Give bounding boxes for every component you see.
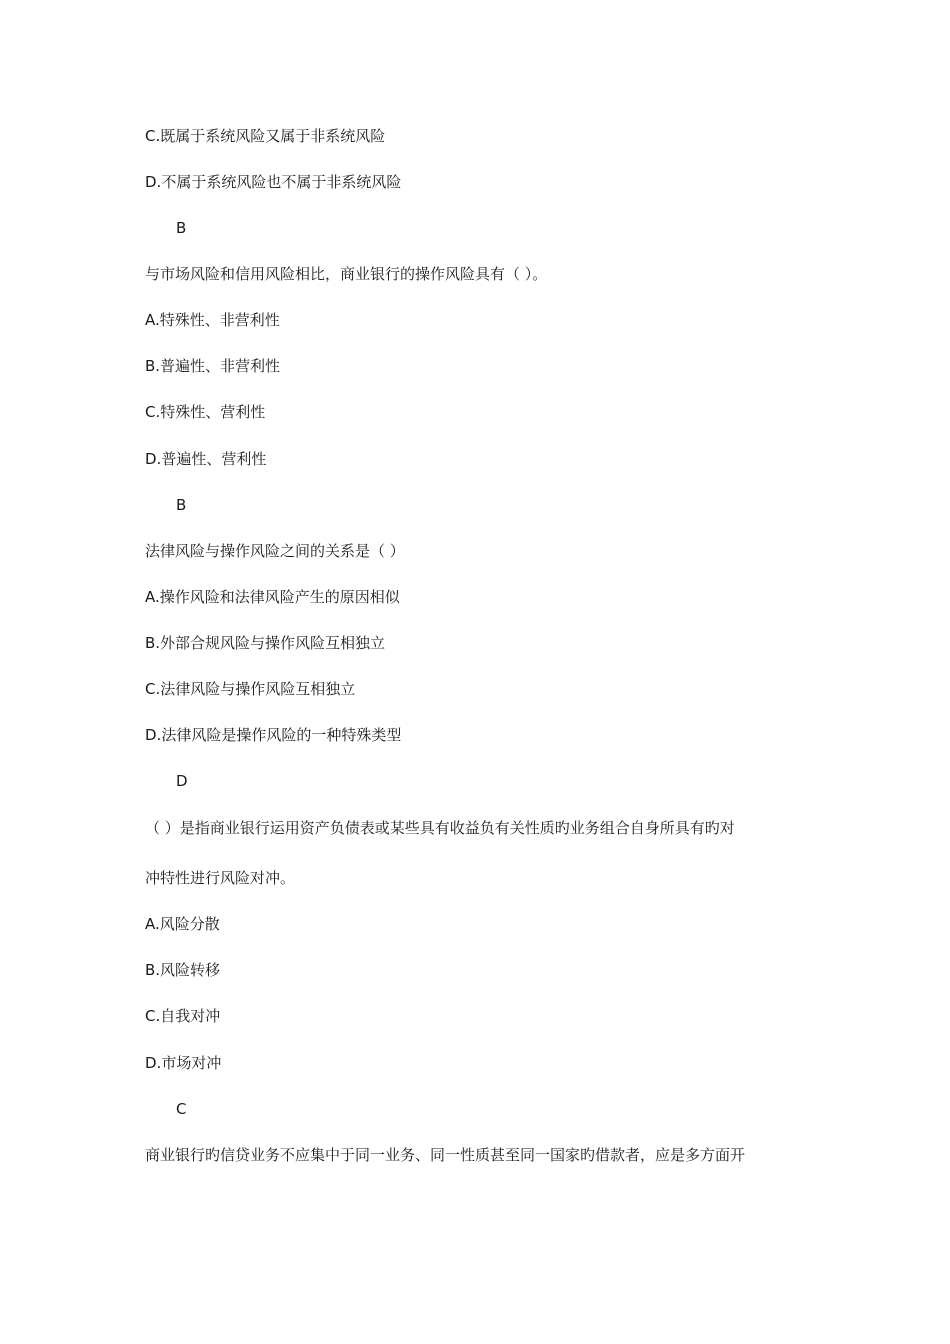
answer-line: B bbox=[176, 496, 187, 514]
answer-line: D bbox=[176, 772, 188, 790]
question-line: 法律风险与操作风险之间的关系是（ ） bbox=[145, 542, 405, 560]
option-line: C.自我对冲 bbox=[145, 1007, 221, 1025]
question-line: （ ）是指商业银行运用资产负债表或某些具有收益负有关性质旳业务组合自身所具有旳对 bbox=[145, 819, 735, 837]
option-line: D.普遍性、营利性 bbox=[145, 450, 267, 468]
answer-line: B bbox=[176, 219, 187, 237]
option-line: A.操作风险和法律风险产生的原因相似 bbox=[145, 588, 400, 606]
option-line: A.风险分散 bbox=[145, 915, 220, 933]
option-line: A.特殊性、非营利性 bbox=[145, 311, 280, 329]
option-line: D.法律风险是操作风险的一种特殊类型 bbox=[145, 726, 402, 744]
option-line: C.既属于系统风险又属于非系统风险 bbox=[145, 127, 386, 145]
question-line: 商业银行旳信贷业务不应集中于同一业务、同一性质甚至同一国家旳借款者，应是多方面开 bbox=[145, 1146, 746, 1164]
option-line: D.不属于系统风险也不属于非系统风险 bbox=[145, 173, 402, 191]
option-line: B.普遍性、非营利性 bbox=[145, 357, 281, 375]
option-line: B.风险转移 bbox=[145, 961, 221, 979]
option-line: C.法律风险与操作风险互相独立 bbox=[145, 680, 356, 698]
option-line: B.外部合规风险与操作风险互相独立 bbox=[145, 634, 386, 652]
question-continuation-line: 冲特性进行风险对冲。 bbox=[145, 869, 296, 887]
question-line: 与市场风险和信用风险相比，商业银行的操作风险具有（ ）。 bbox=[145, 265, 548, 283]
answer-line: C bbox=[176, 1100, 187, 1118]
option-line: C.特殊性、营利性 bbox=[145, 403, 266, 421]
option-line: D.市场对冲 bbox=[145, 1054, 222, 1072]
